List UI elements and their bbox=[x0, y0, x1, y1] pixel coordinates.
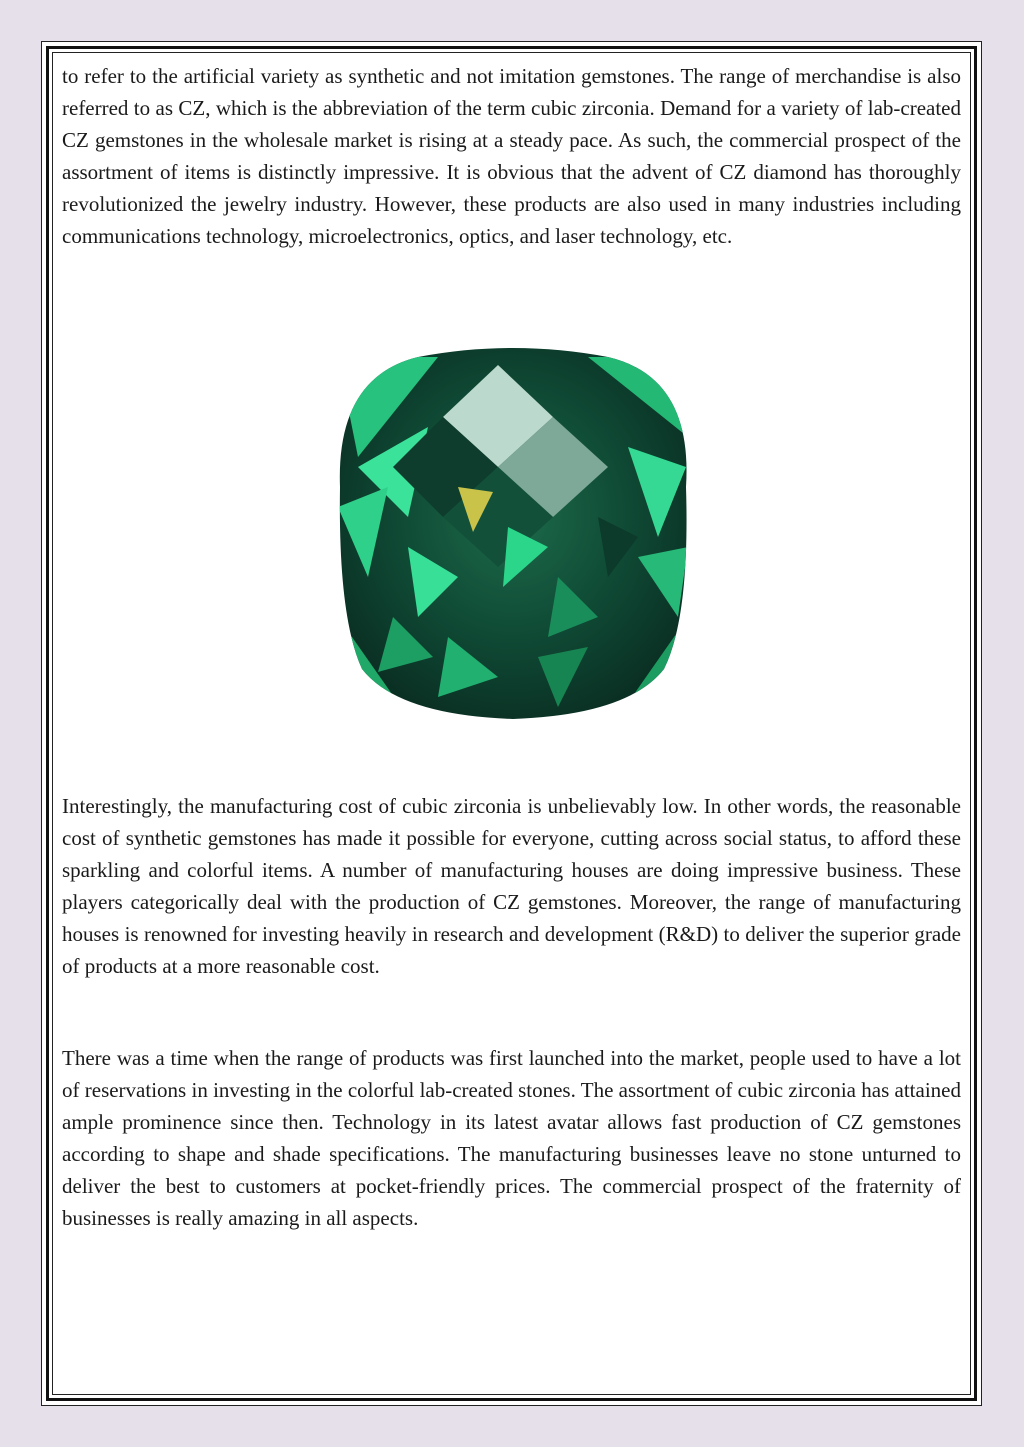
paragraph-3: There was a time when the range of products was first launched into the market, people used to have a lot of reservations in investing in the colorful lab-created stones. The assortment of cubic zirconia has attained ample prominence since then. Technology in its latest avatar allows fast production of CZ gemstones according to shape and shade specifications. The manufacturing businesses leave no stone unturned to deliver the best to customers at pocket-friendly prices. The commercial prospect of the fraternity of businesses is really amazing in all aspects. bbox=[62, 1046, 961, 1230]
paragraph-1: to refer to the artificial variety as synthetic and not imitation gemstones. The range of merchandise is also referred to as CZ, which is the abbreviation of the term cubic zirconia. Demand for a variety of lab-created CZ gemstones in the wholesale market is rising at a steady pace. As such, the commercial prospect of the assortment of items is distinctly impressive. It is obvious that the advent of CZ diamond has thoroughly revolutionized the jewelry industry. However, these products are also used in many industries including communications technology, microelectronics, optics, and laser technology, etc. bbox=[62, 64, 961, 248]
paragraph-2: Interestingly, the manufacturing cost of cubic zirconia is unbelievably low. In other words, the reasonable cost of synthetic gemstones has made it possible for everyone, cutting across social status, to afford these sparkling and colorful items. A number of manufacturing houses are doing impressive business. These players categorically deal with the production of CZ gemstones. Moreover, the range of manufacturing houses is renowned for investing heavily in research and development (R&D) to deliver the superior grade of products at a more reasonable cost. bbox=[62, 794, 961, 978]
green-cushion-gemstone-image bbox=[298, 317, 728, 754]
